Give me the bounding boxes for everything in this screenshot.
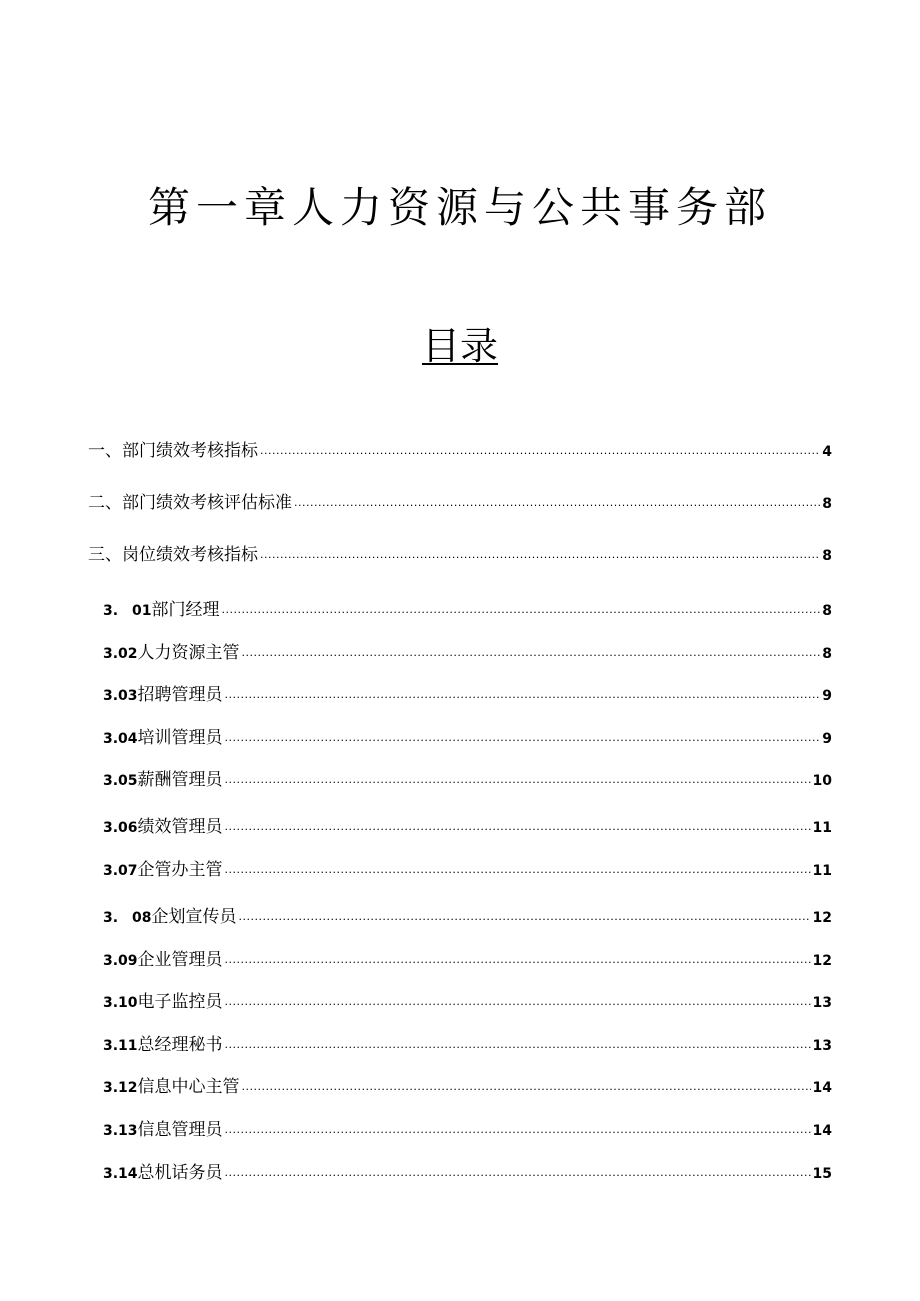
toc-entry-title: 薪酬管理员 [137, 770, 223, 790]
toc-entry-page: 9 [822, 688, 832, 704]
toc-entry-title: 人力资源主管 [137, 643, 240, 663]
dot-leader [225, 946, 811, 974]
toc-entry-section-3[interactable] [88, 541, 832, 569]
toc-entry-page: 8 [822, 603, 832, 619]
toc-entry-title: 一、部门绩效考核指标 [88, 441, 258, 461]
toc-entry-page: 8 [822, 496, 832, 512]
toc-entry-position-3-01[interactable] [103, 596, 832, 624]
toc-entry-page: 4 [822, 444, 832, 460]
toc-entry-number: 3.04 [103, 731, 138, 747]
toc-entry-page: 8 [822, 548, 832, 564]
dot-leader [225, 856, 811, 884]
dot-leader [242, 639, 821, 667]
toc-entry-title: 部门经理 [151, 600, 220, 620]
toc-entry-title: 总经理秘书 [137, 1035, 223, 1055]
toc-entry-position-3-06[interactable] [103, 813, 832, 841]
dot-leader [225, 1031, 811, 1059]
toc-entry-page: 11 [812, 863, 832, 879]
toc-entry-title: 企业管理员 [137, 950, 223, 970]
toc-entry-page: 11 [812, 820, 832, 836]
toc-entry-page: 15 [812, 1166, 832, 1182]
toc-entry-number: 3. 08 [103, 910, 152, 926]
toc-entry-position-3-08[interactable] [103, 903, 832, 931]
dot-leader [225, 766, 811, 794]
dot-leader [225, 724, 821, 752]
toc-entry-position-3-12[interactable] [103, 1073, 832, 1101]
toc-entry-page: 14 [812, 1123, 832, 1139]
dot-leader [225, 1159, 811, 1187]
toc-entry-page: 13 [812, 995, 832, 1011]
toc-entry-title: 信息中心主管 [137, 1077, 240, 1097]
toc-entry-page: 12 [812, 910, 832, 926]
chapter-title: 第一章人力资源与公共事务部 [147, 183, 772, 232]
toc-entry-position-3-05[interactable] [103, 766, 832, 794]
toc-entry-number: 3. 01 [103, 603, 152, 619]
dot-leader [242, 1073, 811, 1101]
toc-entry-position-3-13[interactable] [103, 1116, 832, 1144]
toc-entry-title: 三、岗位绩效考核指标 [88, 545, 258, 565]
toc-entry-section-2[interactable] [88, 489, 832, 517]
dot-leader [225, 681, 821, 709]
toc-entry-position-3-11[interactable] [103, 1031, 832, 1059]
toc-entry-page: 9 [822, 731, 832, 747]
toc-heading-text: 目录 [421, 324, 498, 368]
toc-entry-number: 3.07 [103, 863, 138, 879]
toc-entry-position-3-03[interactable] [103, 681, 832, 709]
toc-entry-title: 培训管理员 [137, 728, 223, 748]
toc-entry-number: 3.06 [103, 820, 138, 836]
dot-leader [260, 541, 820, 569]
dot-leader [260, 437, 820, 465]
toc-entry-title: 绩效管理员 [137, 817, 223, 837]
toc-entry-position-3-10[interactable] [103, 988, 832, 1016]
toc-entry-position-3-02[interactable] [103, 639, 832, 667]
toc-entry-position-3-14[interactable] [103, 1159, 832, 1187]
toc-entry-position-3-07[interactable] [103, 856, 832, 884]
toc-entry-number: 3.12 [103, 1080, 138, 1096]
toc-entry-title: 企管办主管 [137, 860, 223, 880]
toc-entry-title: 企划宣传员 [151, 907, 237, 927]
toc-entry-position-3-09[interactable] [103, 946, 832, 974]
toc-entry-page: 13 [812, 1038, 832, 1054]
toc-entry-title: 总机话务员 [137, 1163, 223, 1183]
toc-entry-number: 3.13 [103, 1123, 138, 1139]
toc-entry-number: 3.05 [103, 773, 138, 789]
toc-entry-number: 3.10 [103, 995, 138, 1011]
toc-entry-number: 3.09 [103, 953, 138, 969]
dot-leader [225, 988, 811, 1016]
dot-leader [239, 903, 811, 931]
dot-leader [225, 1116, 811, 1144]
toc-entry-number: 3.11 [103, 1038, 138, 1054]
toc-entry-title: 二、部门绩效考核评估标准 [88, 493, 292, 513]
dot-leader [225, 813, 811, 841]
toc-entry-title: 信息管理员 [137, 1120, 223, 1140]
toc-entry-title: 招聘管理员 [137, 685, 223, 705]
toc-entry-number: 3.14 [103, 1166, 138, 1182]
toc-entry-page: 12 [812, 953, 832, 969]
toc-entry-number: 3.03 [103, 688, 138, 704]
toc-entry-page: 10 [812, 773, 832, 789]
dot-leader [222, 596, 821, 624]
toc-entry-number: 3.02 [103, 646, 138, 662]
toc-entry-page: 8 [822, 646, 832, 662]
toc-entry-title: 电子监控员 [137, 992, 223, 1012]
toc-entry-position-3-04[interactable] [103, 724, 832, 752]
toc-entry-page: 14 [812, 1080, 832, 1096]
dot-leader [294, 489, 820, 517]
toc-entry-section-1[interactable] [88, 437, 832, 465]
